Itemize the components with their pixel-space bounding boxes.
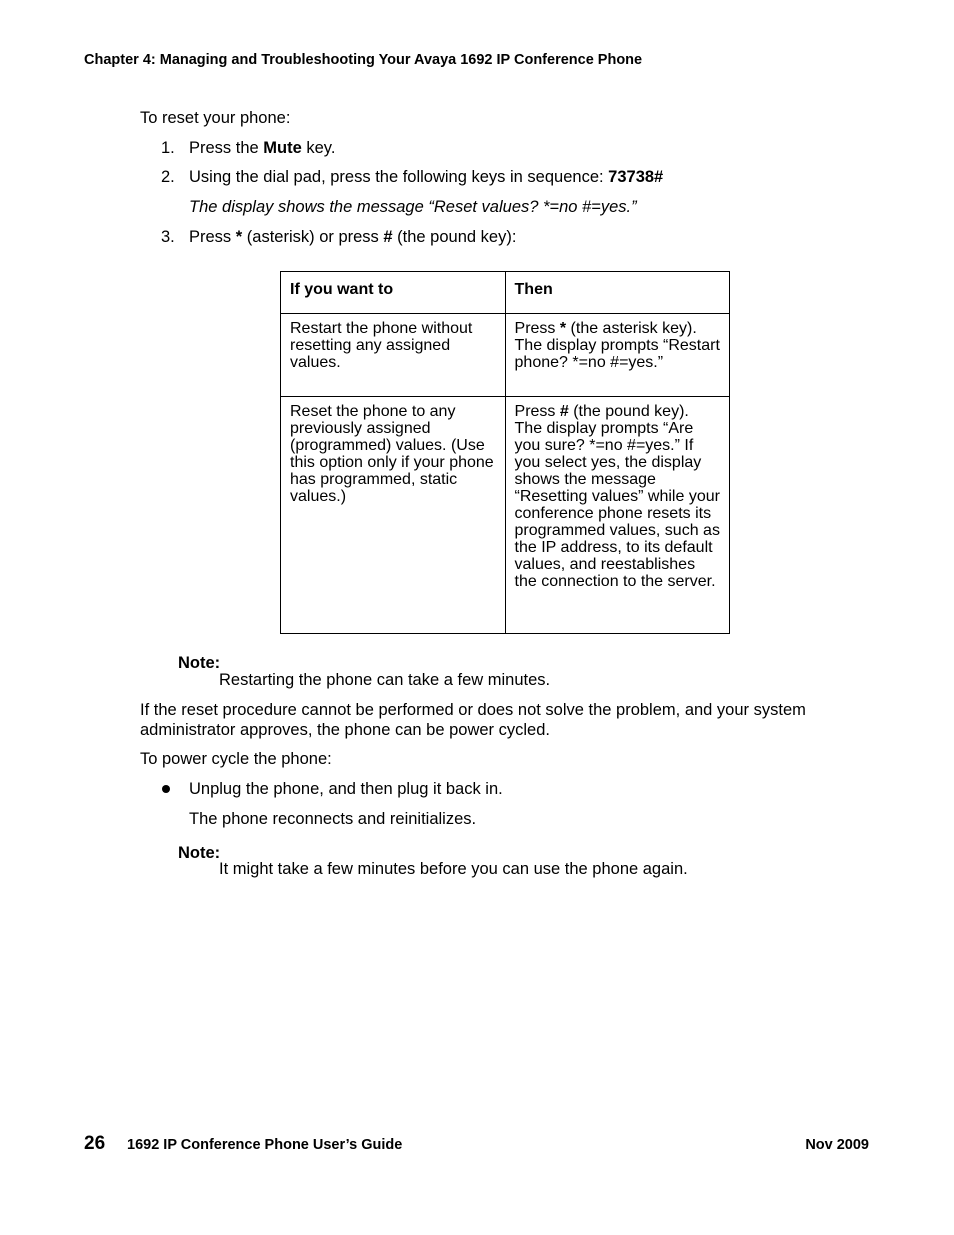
cell-text: (the asterisk key). The display prompts “Restart phone? *=no #=yes.”: [514, 320, 720, 371]
key-name: #: [559, 403, 569, 420]
table-cell: [505, 397, 729, 634]
chapter-header: Chapter 4: Managing and Troubleshooting Your Avaya 1692 IP Conference Phone: [84, 52, 643, 68]
table-cell: Restart the phone without resetting any assigned values.: [281, 314, 506, 397]
cell-text: Press: [514, 403, 560, 420]
table-row: [281, 314, 730, 397]
step-1: [161, 138, 335, 158]
power-cycle-intro: To power cycle the phone:: [140, 750, 332, 768]
step-text: (the pound key):: [392, 228, 517, 246]
step-text: Using the dial pad, press the following keys in sequence:: [189, 168, 609, 186]
note-text: Restarting the phone can take a few minutes.: [219, 671, 551, 689]
step-2: [161, 167, 663, 187]
table-cell: Reset the phone to any previously assigned (programmed) values. (Use this option only if your phone has programmed, static values.): [281, 397, 506, 634]
paragraph-line: If the reset procedure cannot be performed or does not solve the problem, and your system: [140, 701, 806, 719]
step-text: Press the: [189, 139, 264, 157]
cell-text: Press: [514, 320, 560, 337]
note-label: Note:: [178, 654, 221, 672]
key-name: Mute: [263, 139, 302, 157]
step-2-result: The display shows the message “Reset values? *=no #=yes.”: [189, 198, 637, 216]
note-text: It might take a few minutes before you can use the phone again.: [219, 860, 688, 878]
bullet-item: [162, 779, 503, 799]
step-3: [161, 227, 516, 247]
key-sequence: 73738#: [608, 168, 664, 186]
reset-options-table: [280, 271, 730, 634]
column-header: Then: [505, 272, 729, 314]
note-label: Note:: [178, 844, 221, 862]
key-name: #: [383, 228, 393, 246]
step-text: (asterisk) or press: [242, 228, 384, 246]
key-name: *: [559, 320, 567, 337]
cell-text: (the pound key). The display prompts “Are you sure? *=no #=yes.” If you select yes, the display shows the message “Resetting values” while your conference phone resets its programmed values, such as the IP address, to its default values, and reestablishes the connection to the server.: [514, 403, 720, 590]
bullet-text: Unplug the phone, and then plug it back in.: [189, 780, 503, 798]
page-number: 26: [84, 1133, 106, 1154]
step-text: key.: [301, 139, 336, 157]
paragraph-line: administrator approves, the phone can be power cycled.: [140, 721, 550, 739]
footer-guide-title: 1692 IP Conference Phone User’s Guide: [127, 1137, 403, 1153]
power-cycle-result: The phone reconnects and reinitializes.: [189, 810, 477, 828]
step-number: 2.: [161, 168, 175, 186]
table-header-row: [281, 272, 730, 314]
footer-date: Nov 2009: [805, 1137, 869, 1153]
column-header: If you want to: [281, 272, 506, 314]
step-number: 3.: [161, 228, 175, 246]
power-cycle-paragraph: [140, 700, 806, 740]
bullet-icon: [162, 785, 170, 793]
step-text: Press: [189, 228, 236, 246]
key-name: *: [235, 228, 243, 246]
table-cell: [505, 314, 729, 397]
step-number: 1.: [161, 139, 175, 157]
reset-intro: To reset your phone:: [140, 109, 291, 127]
table-row: [281, 397, 730, 634]
